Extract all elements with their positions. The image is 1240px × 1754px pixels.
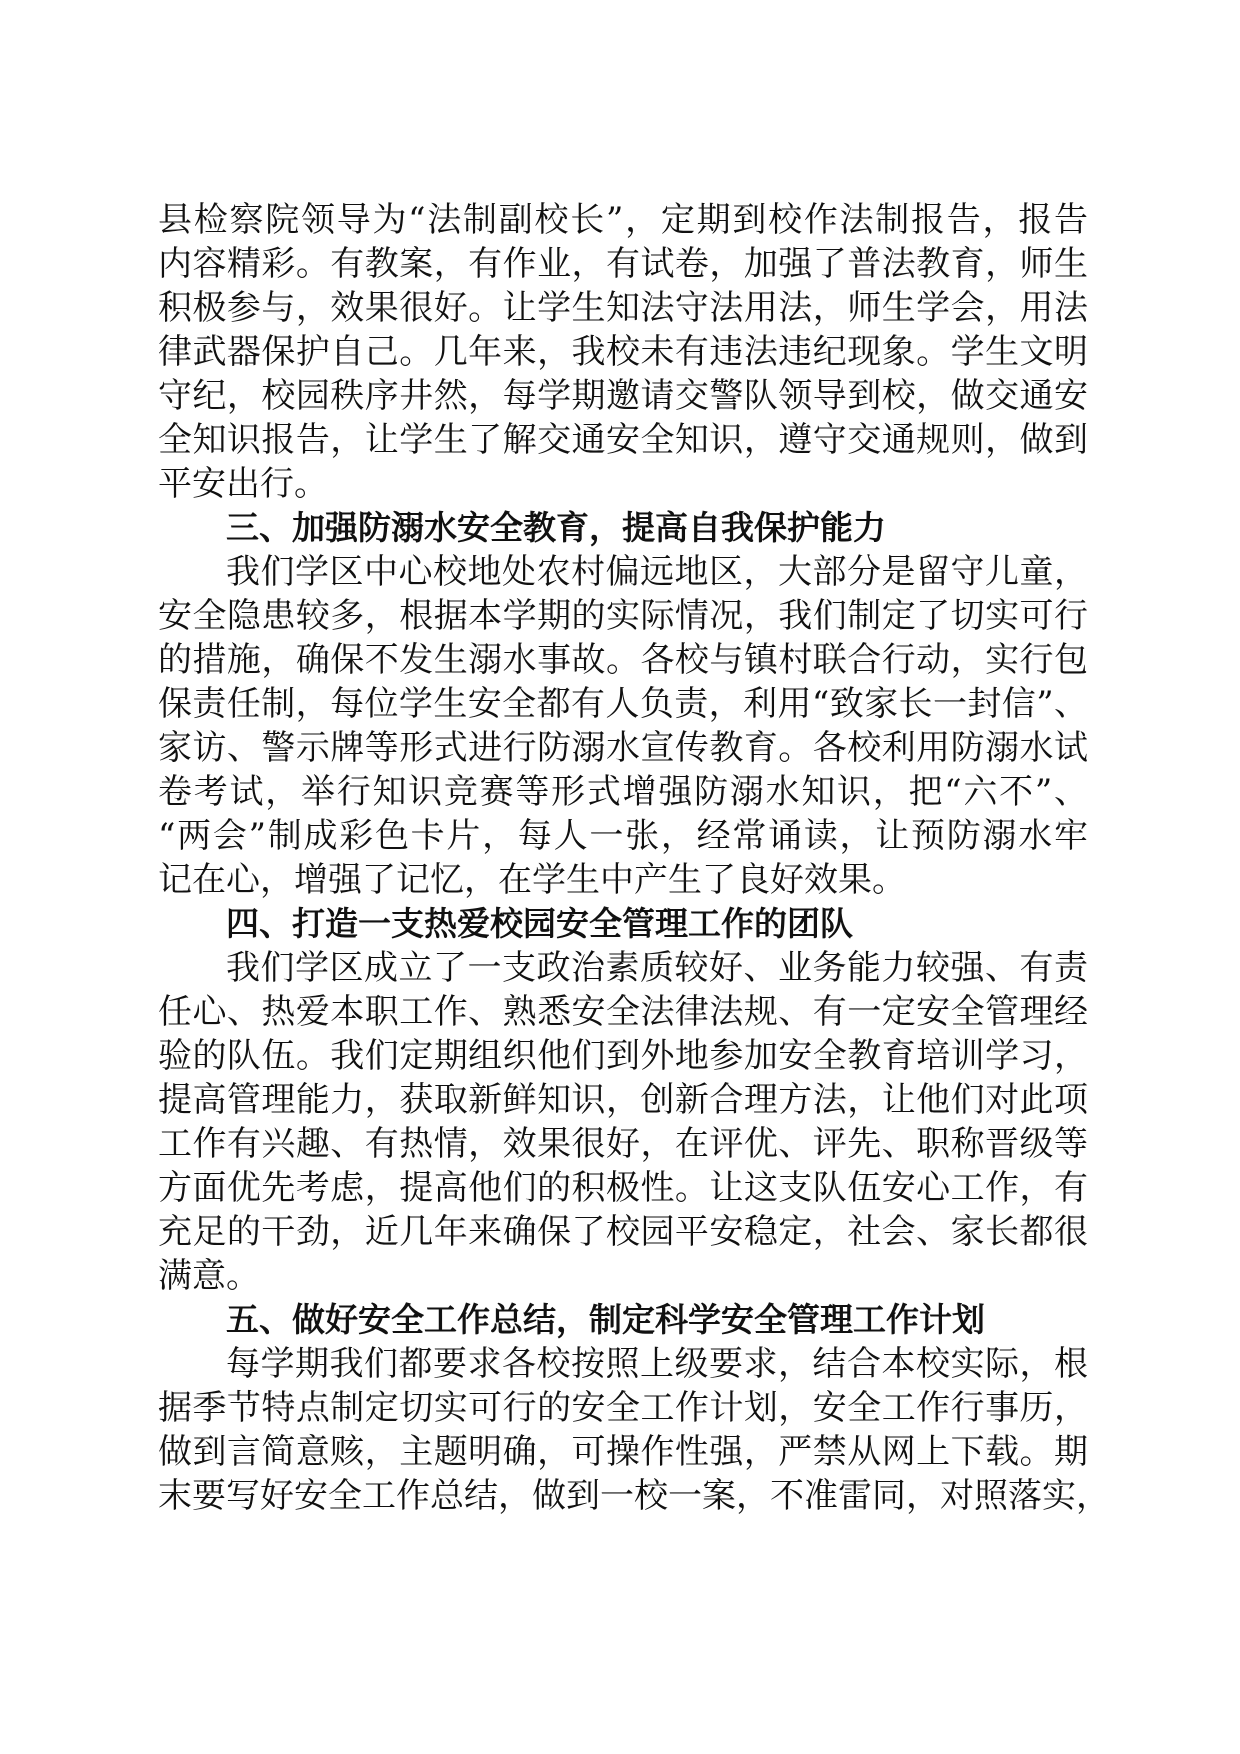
text-line: 方面优先考虑，提高他们的积极性。让这支队伍安心工作，有 [158,1168,1088,1208]
text-line: 守纪，校园秩序井然，每学期邀请交警队领导到校，做交通安 [158,376,1088,416]
paragraph-work-plan [158,1342,1110,1518]
text-line: 任心、热爱本职工作、熟悉安全法律法规、有一定安全管理经 [158,992,1088,1032]
paragraph-drowning-prevention [158,550,1088,902]
text-line: 保责任制，每位学生安全都有人负责，利用“致家长一封信”、 [158,684,1088,724]
text-line: 每学期我们都要求各校按照上级要求，结合本校实际，根 [226,1344,1088,1384]
text-line: 末要写好安全工作总结，做到一校一案，不准雷同，对照落实， [158,1476,1110,1516]
text-line: 据季节特点制定切实可行的安全工作计划，安全工作行事历， [158,1388,1088,1428]
text-line: 律武器保护自己。几年来，我校未有违法违纪现象。学生文明 [158,332,1088,372]
text-line: “两会”制成彩色卡片，每人一张，经常诵读，让预防溺水牢 [158,816,1088,856]
text-line: 卷考试，举行知识竞赛等形式增强防溺水知识，把“六不”、 [158,772,1088,812]
section-heading-4: 四、打造一支热爱校园安全管理工作的团队 [226,904,853,943]
text-line: 安全隐患较多，根据本学期的实际情况，我们制定了切实可行 [158,596,1088,636]
text-line: 满意。 [158,1256,260,1296]
text-line: 全知识报告，让学生了解交通安全知识，遵守交通规则，做到 [158,420,1088,460]
section-heading-3: 三、加强防溺水安全教育，提高自我保护能力 [226,508,886,547]
text-line: 家访、警示牌等形式进行防溺水宣传教育。各校利用防溺水试 [158,728,1088,768]
document-body [158,198,1110,1518]
paragraph-legal-education [158,198,1088,506]
text-line: 做到言简意赅，主题明确，可操作性强，严禁从网上下载。期 [158,1432,1088,1472]
text-line: 工作有兴趣、有热情，效果很好，在评优、评先、职称晋级等 [158,1124,1088,1164]
text-line: 内容精彩。有教案，有作业，有试卷，加强了普法教育，师生 [158,244,1088,284]
text-line: 我们学区中心校地处农村偏远地区，大部分是留守儿童， [226,552,1088,592]
section-heading-5: 五、做好安全工作总结，制定科学安全管理工作计划 [226,1300,985,1339]
text-line: 记在心，增强了记忆，在学生中产生了良好效果。 [158,860,906,900]
text-line: 我们学区成立了一支政治素质较好、业务能力较强、有责 [226,948,1088,988]
text-line: 平安出行。 [158,464,328,504]
text-line: 提高管理能力，获取新鲜知识，创新合理方法，让他们对此项 [158,1080,1088,1120]
text-line: 积极参与，效果很好。让学生知法守法用法，师生学会，用法 [158,288,1088,328]
text-line: 县检察院领导为“法制副校长”，定期到校作法制报告，报告 [158,200,1088,240]
paragraph-safety-team [158,946,1088,1298]
text-line: 验的队伍。我们定期组织他们到外地参加安全教育培训学习， [158,1036,1088,1076]
text-line: 的措施，确保不发生溺水事故。各校与镇村联合行动，实行包 [158,640,1088,680]
text-line: 充足的干劲，近几年来确保了校园平安稳定，社会、家长都很 [158,1212,1088,1252]
